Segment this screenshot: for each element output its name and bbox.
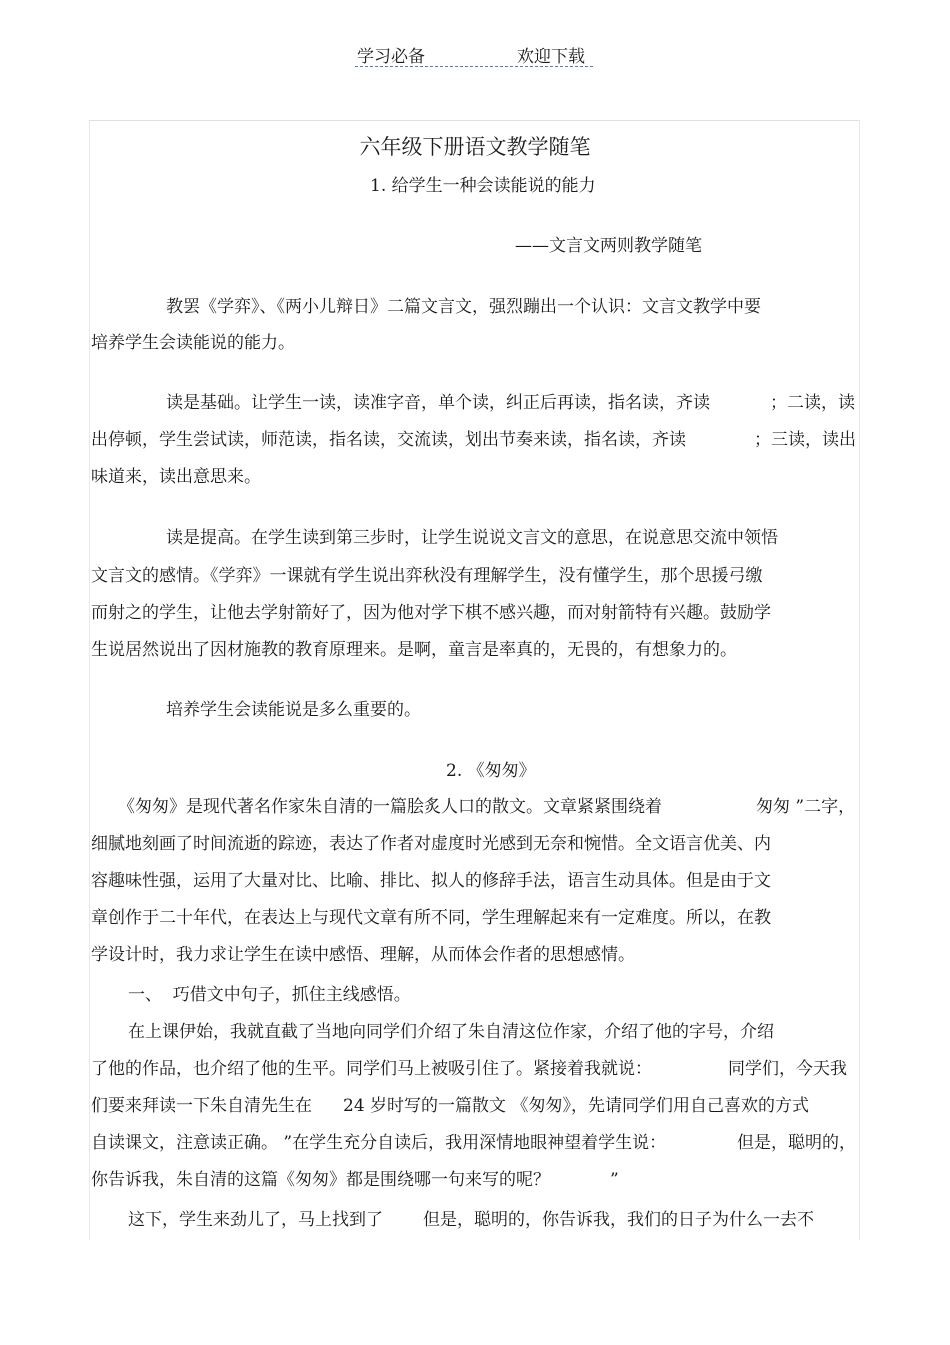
section1-p2-line1-tail: ；二读，读 — [770, 393, 855, 413]
section2-p1-line3: 容趣味性强，运用了大量对比、比喻、排比、拟人的修辞手法，语言生动具体。但是由于文 — [91, 871, 771, 891]
section2-point1: 一、 巧借文中句子，抓住主线感悟。 — [128, 985, 411, 1005]
section2-p2-line4: 自读课文，注意读正确。 ”在学生充分自读后，我用深情地眼神望着学生说： — [91, 1133, 667, 1153]
section2-p2-line5-tail: ” — [610, 1170, 619, 1190]
section2-p1-line4: 章创作于二十年代，在表达上与现代文章有所不同，学生理解起来有一定难度。所以，在教 — [91, 908, 771, 928]
page-header — [355, 40, 593, 67]
section2-p1-line2: 细腻地刻画了时间流逝的踪迹，表达了作者对虚度时光感到无奈和惋惜。全文语言优美、内 — [91, 834, 771, 854]
section1-p3-line3: 而射之的学生，让他去学射箭好了，因为他对学下棋不感兴趣，而对射箭特有兴趣。鼓励学 — [91, 603, 771, 623]
section1-p2-line2-tail: ；三读，读出 — [754, 430, 856, 450]
section2-p2-line2: 了他的作品，也介绍了他的生平。同学们马上被吸引住了。紧接着我就说： — [91, 1059, 652, 1079]
section2-p1-line1: 《匆匆》是现代著名作家朱自清的一篇脍炙人口的散文。文章紧紧围绕着 — [118, 797, 662, 817]
section2-p2-line2-tail: 同学们，今天我 — [728, 1059, 847, 1079]
section2-p1-line5: 学设计时，我力求让学生在读中感悟、理解，从而体会作者的思想感情。 — [91, 945, 635, 965]
section2-p2-line3-tail: 24 岁时写的一篇散文 《匆匆》，先请同学们用自己喜欢的方式 — [343, 1096, 809, 1116]
section2-p2-line1: 在上课伊始，我就直截了当地向同学们介绍了朱自清这位作家，介绍了他的字号，介绍 — [128, 1022, 774, 1042]
section2-p1-line1-tail: 匆匆 ”二字， — [756, 797, 856, 817]
section2-p2-line3: 们要来拜读一下朱自清先生在 — [91, 1096, 312, 1116]
section1-heading: 1. 给学生一种会读能说的能力 — [370, 176, 596, 196]
section2-p2-line5: 你告诉我，朱自清的这篇《匆匆》都是围绕哪一句来写的呢？ — [91, 1170, 550, 1190]
section1-p1-line1: 教罢《学弈》、《两小儿辩日》二篇文言文，强烈蹦出一个认识：文言文教学中要 — [166, 297, 761, 317]
section2-p3-line1-tail: 但是，聪明的，你告诉我，我们的日子为什么一去不 — [423, 1210, 814, 1230]
section1-p2-line1: 读是基础。让学生一读，读准字音，单个读，纠正后再读，指名读，齐读 — [166, 393, 710, 413]
header-left-text: 学习必备 — [357, 47, 425, 67]
section1-p3-line2: 文言文的感情。《学弈》一课就有学生说出弈秋没有理解学生，没有懂学生，那个思援弓缴 — [91, 566, 763, 586]
header-right-text: 欢迎下载 — [517, 47, 585, 67]
section1-p4: 培养学生会读能说是多么重要的。 — [166, 700, 421, 720]
section1-p3-line4: 生说居然说出了因材施教的教育原理来。是啊，童言是率真的，无畏的，有想象力的。 — [91, 640, 737, 660]
section1-p2-line3: 味道来，读出意思来。 — [91, 467, 261, 487]
section2-p3-line1: 这下，学生来劲儿了，马上找到了 — [128, 1210, 383, 1230]
section1-p2-line2: 出停顿，学生尝试读，师范读，指名读，交流读，划出节奏来读，指名读，齐读 — [91, 430, 686, 450]
section2-heading: 2. 《匆匆》 — [446, 761, 536, 781]
section2-p2-line4-tail: 但是，聪明的， — [737, 1133, 856, 1153]
document-title: 六年级下册语文教学随笔 — [359, 135, 591, 159]
section1-p3-line1: 读是提高。在学生读到第三步时，让学生说说文言文的意思，在说意思交流中领悟 — [166, 528, 778, 548]
section1-subtitle: ——文言文两则教学随笔 — [515, 236, 702, 256]
section1-p1-line2: 培养学生会读能说的能力。 — [91, 333, 295, 353]
